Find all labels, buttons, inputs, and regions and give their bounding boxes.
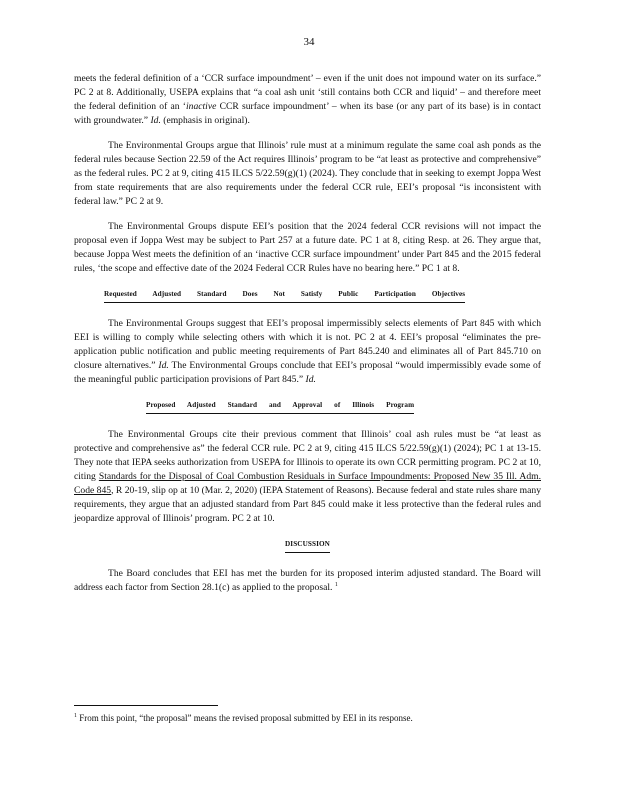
footnote-reference: 1 [334,581,338,588]
section-heading-illinois-program [74,398,541,414]
paragraph-1 [74,72,541,128]
section-heading-public-participation [74,287,541,303]
paragraph-4-text-b: The Environmental Groups conclude that EEI’s proposal “would impermissibly evade some of the meaningful public participation provisions of Part 845.” [74,360,541,385]
heading-text: Requested Adjusted Standard Does Not Satisfy Public Participation Objectives [104,287,465,303]
paragraph-2: The Environmental Groups argue that Illinois’ rule must at a minimum regulate the same coal ash ponds as the federal rules because Section 22.59 of the Act requires Illinois’ program to be “at least as protective and comprehensive” as the federal rules. PC 2 at 9, citing 415 ILCS 5/22.59(g)(1) (2024). They conclude that in seeking to exempt Joppa West from state requirements that are also requirements under the federal CCR rule, EEI’s proposal “is inconsistent with federal law.” PC 2 at 9. [74,140,542,207]
footnote-mark: 1 [74,713,77,719]
case-citation: Standards for the Disposal of Coal Combustion Residuals in Surface Impoundments: Proposed New 35 Ill. Adm. Code 845 [74,471,541,496]
footnote-text: From this point, “the proposal” means the revised proposal submitted by EEI in its response. [77,713,413,723]
paragraph-6 [74,567,541,595]
footnote [74,712,541,724]
section-heading-discussion [74,537,541,553]
paragraph-4-text: The Environmental Groups suggest that EEI’s proposal impermissibly selects elements of Part 845 with which EEI is willing to comply while selecting others with which it is not. PC 2 at 4. EEI’s proposal “eliminates the pre-application public notification and public meeting requirements of Part 845.240 and eliminates all of Part 845.710 on closure alternatives.” [74,318,541,371]
paragraph-1-text-b: CCR surface impoundment’ – when its base (or any part of its base) is in contact with groundwater.” [74,101,541,126]
paragraph-6-text: The Board concludes that EEI has met the burden for its proposed interim adjusted standard. The Board will address each factor from Section 28.1(c) as applied to the proposal. [74,568,541,593]
paragraph-5-text: The Environmental Groups cite their previous comment that Illinois’ coal ash rules must be “at least as protective and comprehensive as” the federal CCR rule. PC 2 at 9, citing 415 ILCS 5/22.59(g)(1) (2024); PC 1 at 13-15. They note that IEPA seeks authorization from USEPA for Illinois to operate its own CCR permitting program. PC 2 at 10, citing [74,429,541,482]
heading-text: Proposed Adjusted Standard and Approval of Illinois Program [146,398,414,414]
page-number: 34 [303,36,315,48]
citation-id: Id. [158,360,169,371]
paragraph-3: The Environmental Groups dispute EEI’s position that the 2024 federal CCR revisions will not impact the proposal even if Joppa West may be subject to Part 257 at a future date. PC 1 at 8, citing Resp. at 26. They argue that, because Joppa West meets the definition of an ‘inactive CCR surface impoundment’ under Part 845 and the 2015 federal rules, ‘the scope and effective date of the 2024 Federal CCR Rules have no bearing here.” PC 1 at 8. [74,221,541,274]
paragraph-5 [74,428,541,526]
paragraph-1-text: meets the federal definition of a ‘CCR surface impoundment’ – even if the unit does not impound water on its surface.” PC 2 at 8. Additionally, USEPA explains that “a coal ash unit ‘still contains both CCR and liquid’ – and therefore meet the federal definition of an ‘ [74,73,541,112]
paragraph-1-text-c: (emphasis in original). [160,115,250,126]
document-body [74,72,541,606]
paragraph-4 [74,317,541,387]
heading-text: DISCUSSION [285,537,330,553]
footnote-separator [74,705,218,706]
citation-id: Id. [305,374,316,385]
emphasis-inactive: inactive [185,101,217,112]
paragraph-5-text-b: , R 20-19, slip op at 10 (Mar. 2, 2020) (IEPA Statement of Reasons). Because federal and state rules share many requirements, they argue that an adjusted standard from Part 845 could make it less protective than the federal rules and jeopardize approval of Illinois’ program. PC 2 at 10. [74,485,541,524]
citation-id: Id. [150,115,161,126]
